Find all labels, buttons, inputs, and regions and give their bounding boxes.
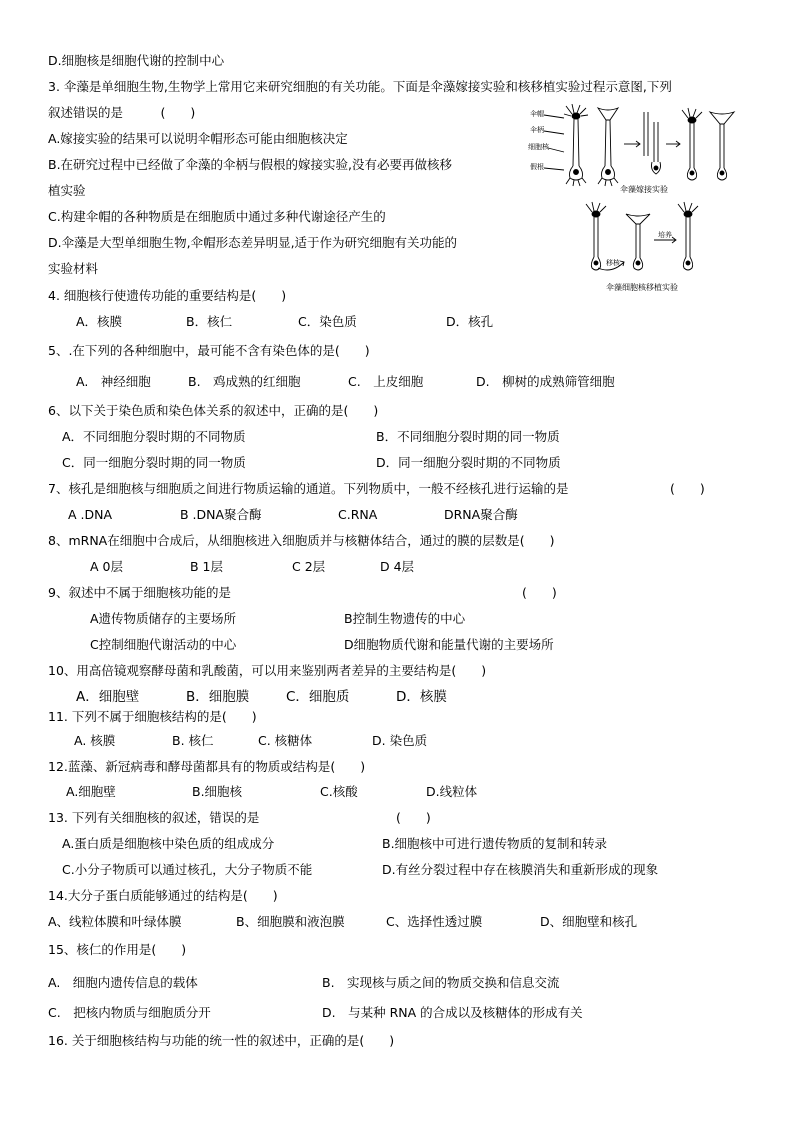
label-culture: 培养 [658, 231, 672, 239]
q9-option-c: C控制细胞代谢活动的中心 [90, 637, 237, 652]
q13-option-c: C.小分子物质可以通过核孔，大分子物质不能 [62, 862, 313, 877]
q12-option-c: C.核酸 [320, 784, 358, 799]
q5-option-d: D. 柳树的成熟筛管细胞 [476, 374, 615, 389]
q3-option-d-line1: D.伞藻是大型单细胞生物,伞帽形态差异明显,适于作为研究细胞有关功能的 [48, 235, 458, 250]
q3-option-b-line1: B.在研究过程中已经做了伞藻的伞柄与假根的嫁接实验,没有必要再做核移 [48, 157, 453, 172]
grafting-diagram [528, 104, 750, 196]
q13-option-b: B.细胞核中可进行遗传物质的复制和转录 [382, 836, 608, 851]
q7-option-d: DRNA聚合酶 [444, 507, 518, 522]
transplant-caption: 伞藻细胞核移植实验 [606, 283, 678, 292]
q11-option-c: C. 核糖体 [258, 733, 313, 748]
q4-option-d: D．核孔 [446, 314, 494, 329]
q7-option-a: A .DNA [68, 507, 113, 522]
q7-option-b: B .DNA聚合酶 [180, 507, 262, 522]
q10-option-a: A．细胞壁 [76, 689, 140, 705]
q15-option-d: D. 与某种 RNA 的合成以及核糖体的形成有关 [322, 1005, 583, 1020]
q7-answer-paren: ( ) [670, 481, 705, 496]
q6-option-a: A．不同细胞分裂时期的不同物质 [62, 429, 246, 444]
q6-option-b: B．不同细胞分裂时期的同一物质 [376, 429, 560, 444]
q14-stem: 14.大分子蛋白质能够通过的结构是( ) [48, 888, 278, 903]
grafting-experiment-figure [528, 104, 750, 196]
q3-stem-line1: 3. 伞藻是单细胞生物,生物学上常用它来研究细胞的有关功能。下面是伞藻嫁接实验和核移植实验过程示意图,下列 [48, 79, 672, 94]
q8-option-d: D 4层 [380, 559, 415, 574]
q3-option-c: C.构建伞帽的各种物质是在细胞质中通过多种代谢途径产生的 [48, 209, 386, 224]
q8-option-c: C 2层 [292, 559, 326, 574]
q14-option-a: A、线粒体膜和叶绿体膜 [48, 914, 182, 929]
q10-option-c: C．细胞质 [286, 689, 350, 705]
label-stalk: 伞柄 [530, 126, 544, 134]
q4-option-a: A．核膜 [76, 314, 123, 329]
q11-stem: 11. 下列不属于细胞核结构的是( ) [48, 709, 257, 724]
q14-option-c: C、选择性透过膜 [386, 914, 483, 929]
q7-stem: 7、核孔是细胞核与细胞质之间进行物质运输的通道。下列物质中，一般不经核孔进行运输的是 [48, 481, 569, 496]
q7-option-c: C.RNA [338, 507, 378, 522]
q10-option-b: B．细胞膜 [186, 689, 250, 705]
label-move-nucleus: 移核 [606, 259, 620, 267]
q5-option-b: B. 鸡成熟的红细胞 [188, 374, 301, 389]
q15-option-b: B. 实现核与质之间的物质交换和信息交流 [322, 975, 560, 990]
q12-option-a: A.细胞壁 [66, 784, 116, 799]
q15-option-a: A. 细胞内遗传信息的载体 [48, 975, 198, 990]
q8-option-a: A 0层 [90, 559, 123, 574]
q4-option-c: C．染色质 [298, 314, 357, 329]
q6-option-c: C．同一细胞分裂时期的同一物质 [62, 455, 246, 470]
q4-option-b: B．核仁 [186, 314, 233, 329]
q3-option-d-line2: 实验材料 [48, 261, 99, 276]
q6-stem: 6、以下关于染色质和染色体关系的叙述中，正确的是( ) [48, 403, 379, 418]
q9-stem: 9、叙述中不属于细胞核功能的是 [48, 585, 231, 600]
q5-stem: 5、.在下列的各种细胞中，最可能不含有染色体的是( ) [48, 343, 370, 358]
q15-option-c: C. 把核内物质与细胞质分开 [48, 1005, 211, 1020]
grafting-caption: 伞藻嫁接实验 [620, 185, 668, 194]
label-nucleus: 细胞核 [528, 143, 549, 151]
transplant-diagram [576, 200, 716, 292]
q8-stem: 8、mRNA在细胞中合成后，从细胞核进入细胞质并与核糖体结合，通过的膜的层数是( ) [48, 533, 555, 548]
option-d-previous: D.细胞核是细胞代谢的控制中心 [48, 53, 225, 68]
q9-option-a: A遗传物质储存的主要场所 [90, 611, 237, 626]
q12-option-b: B.细胞核 [192, 784, 243, 799]
q4-stem: 4. 细胞核行使遗传功能的重要结构是( ) [48, 288, 287, 303]
q14-option-b: B、细胞膜和液泡膜 [236, 914, 345, 929]
q11-option-b: B. 核仁 [172, 733, 214, 748]
q10-stem: 10、用高倍镜观察酵母菌和乳酸菌，可以用来鉴别两者差异的主要结构是( ) [48, 663, 487, 678]
q11-option-d: D. 染色质 [372, 733, 428, 748]
label-cap: 伞帽 [530, 110, 544, 118]
q3-stem-line2: 叙述错误的是 ( ) [48, 105, 196, 120]
q5-option-a: A. 神经细胞 [76, 374, 151, 389]
q13-answer-paren: ( ) [396, 810, 431, 825]
q9-option-b: B控制生物遗传的中心 [344, 611, 466, 626]
q13-option-d: D.有丝分裂过程中存在核膜消失和重新形成的现象 [382, 862, 659, 877]
q3-option-a: A.嫁接实验的结果可以说明伞帽形态可能由细胞核决定 [48, 131, 348, 146]
q13-stem: 13. 下列有关细胞核的叙述，错误的是 [48, 810, 260, 825]
q3-option-b-line2: 植实验 [48, 183, 86, 198]
nuclear-transplant-figure [576, 200, 716, 292]
q15-stem: 15、核仁的作用是( ) [48, 942, 187, 957]
q9-answer-paren: ( ) [522, 585, 557, 600]
label-rhizoid: 假根 [530, 163, 544, 171]
q9-option-d: D细胞物质代谢和能量代谢的主要场所 [344, 637, 554, 652]
q13-option-a: A.蛋白质是细胞核中染色质的组成成分 [62, 836, 275, 851]
q16-stem: 16. 关于细胞核结构与功能的统一性的叙述中，正确的是( ) [48, 1033, 395, 1048]
q8-option-b: B 1层 [190, 559, 224, 574]
q12-stem: 12.蓝藻、新冠病毒和酵母菌都具有的物质或结构是( ) [48, 759, 366, 774]
q6-option-d: D．同一细胞分裂时期的不同物质 [376, 455, 561, 470]
q12-option-d: D.线粒体 [426, 784, 478, 799]
q11-option-a: A. 核膜 [74, 733, 116, 748]
q10-option-d: D．核膜 [396, 689, 447, 705]
q5-option-c: C. 上皮细胞 [348, 374, 424, 389]
q14-option-d: D、细胞壁和核孔 [540, 914, 638, 929]
